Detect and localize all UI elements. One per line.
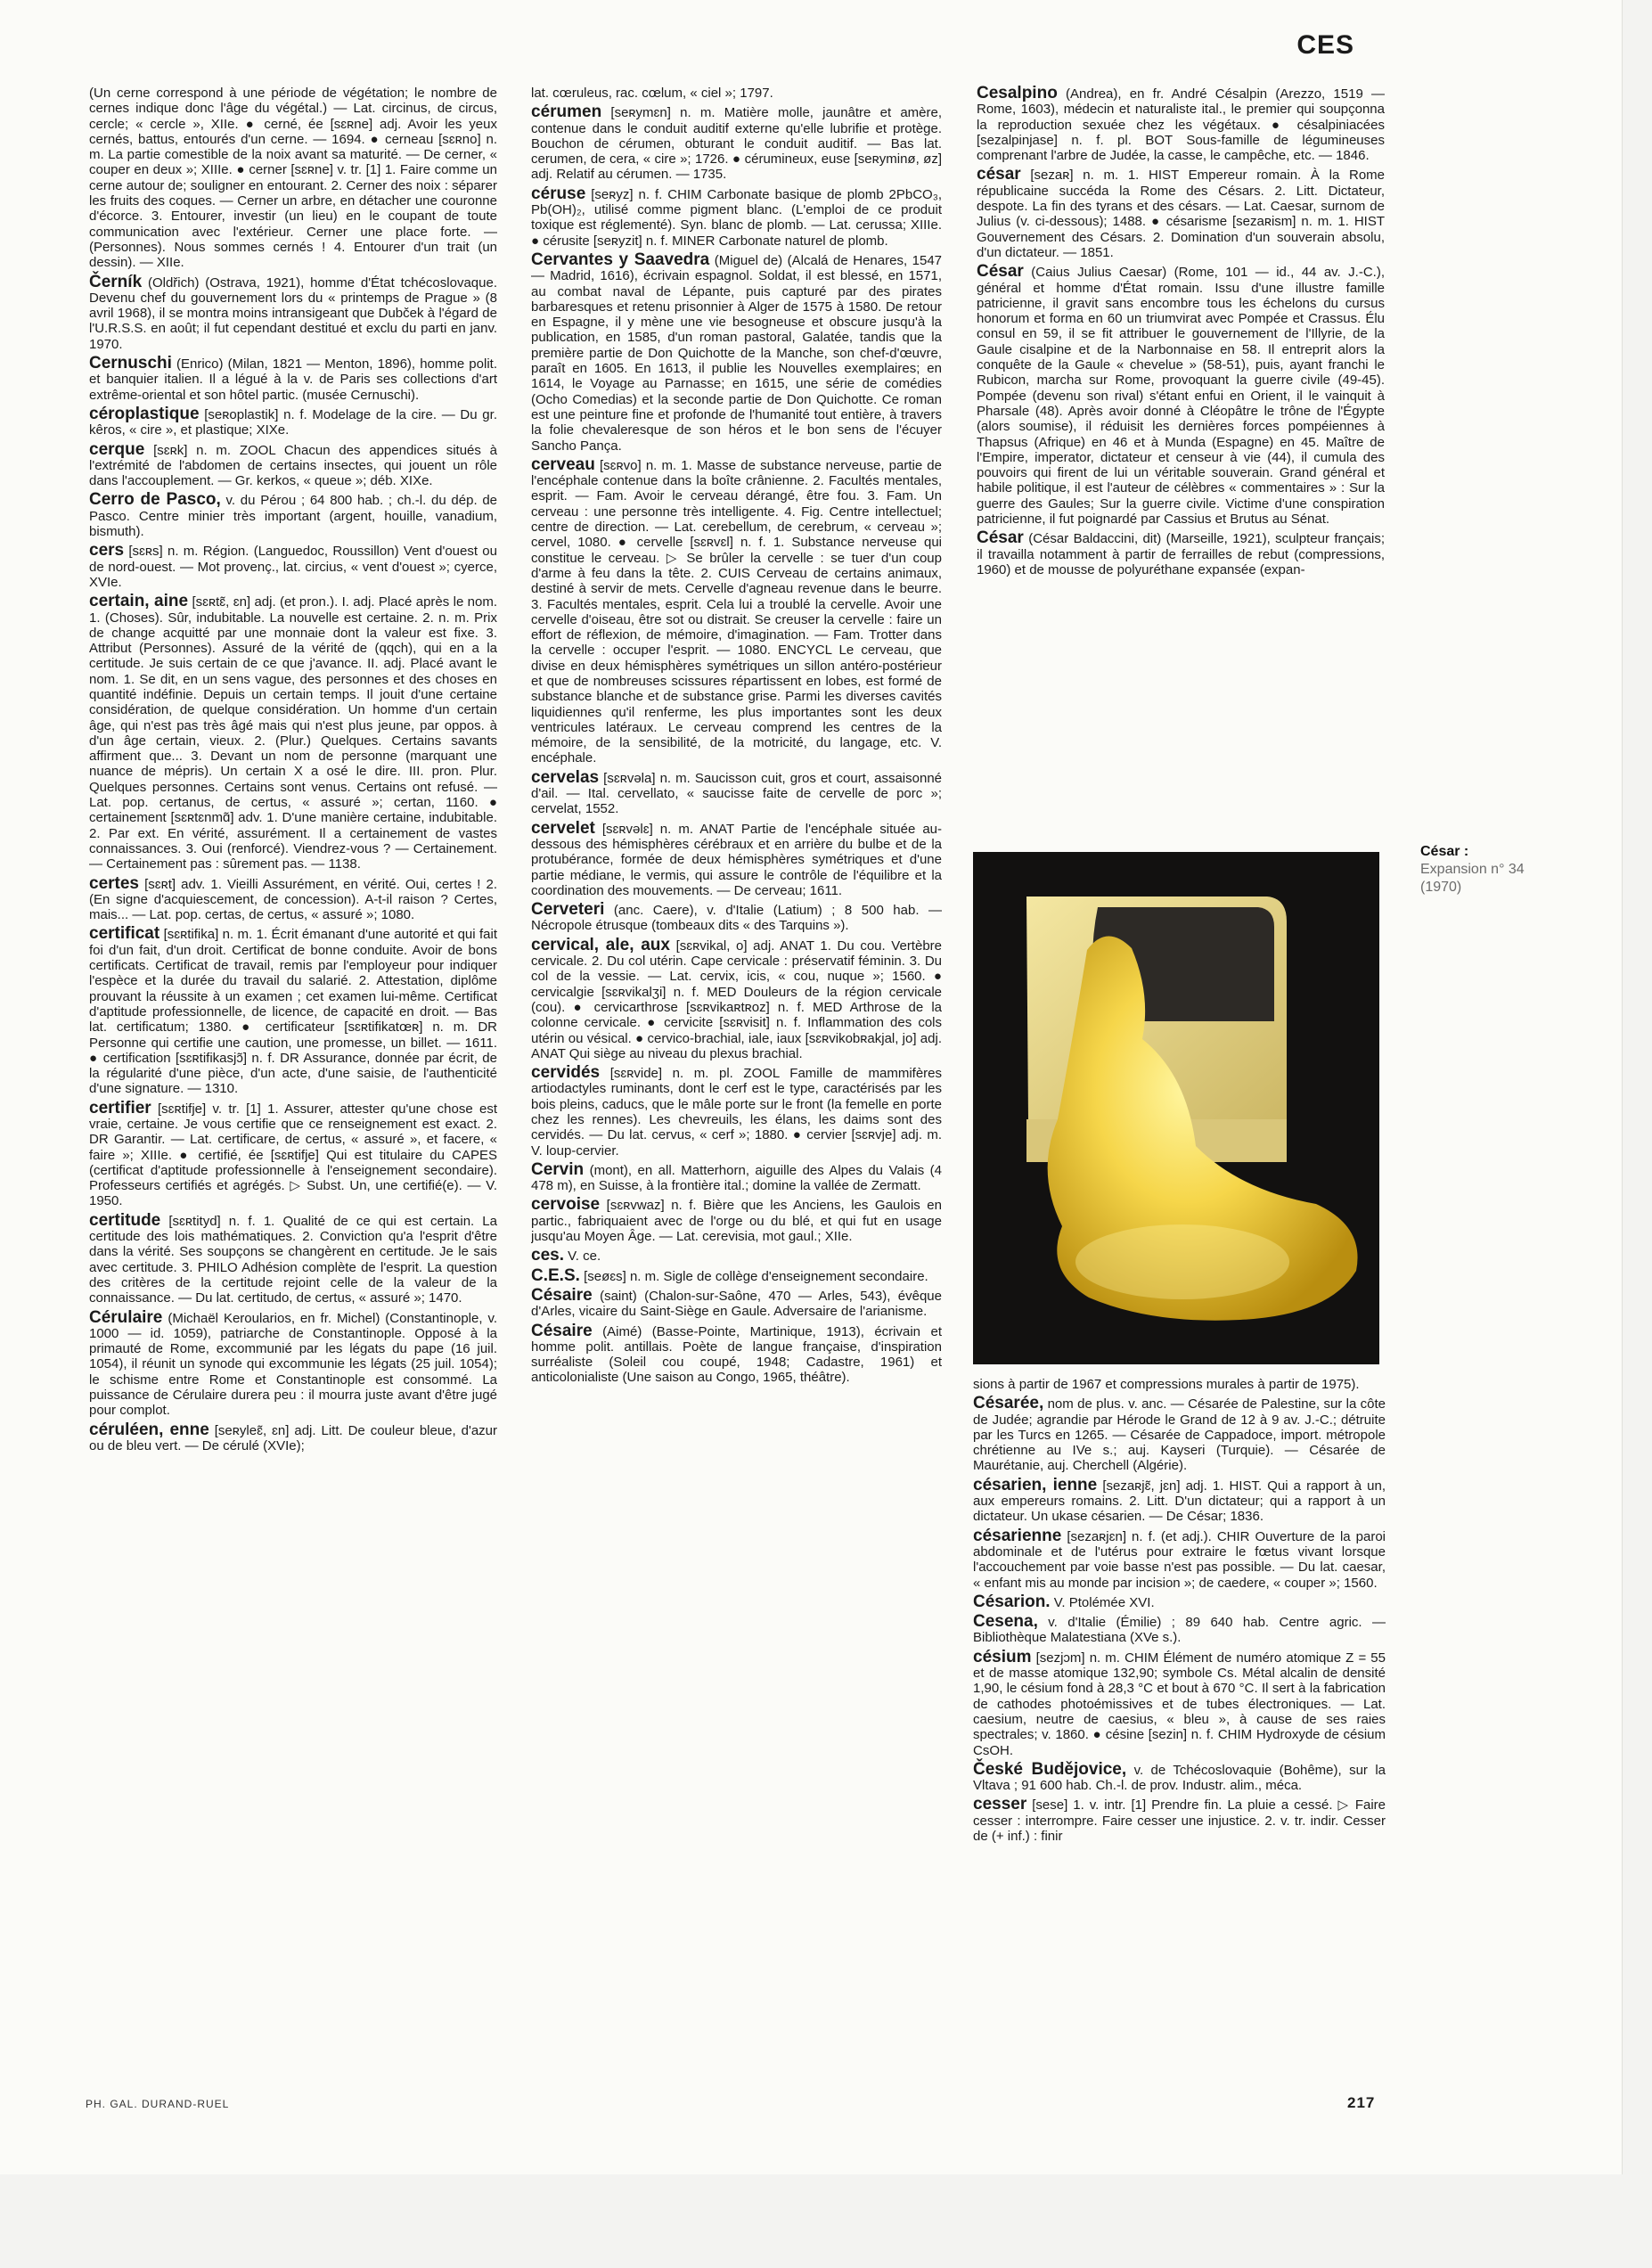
dictionary-entry <box>89 543 497 590</box>
entry-headword: Cervin <box>531 1159 585 1179</box>
entry-text: [sɛʀvəla] n. m. Saucisson cuit, gros et court, assaisonné d'ail. — Ital. cervellato, « saucisse faite de cervelle de porc »; cervelat, 1552. <box>531 770 942 817</box>
dictionary-entry <box>531 1248 942 1264</box>
entry-text: V. Ptolémée XVI. <box>1053 1594 1155 1610</box>
dictionary-entry <box>531 186 942 249</box>
dictionary-entry <box>531 1285 942 1320</box>
entry-headword: certitude <box>89 1210 161 1230</box>
dictionary-entry <box>89 274 497 352</box>
entry-headword: césarien, ienne <box>973 1475 1098 1494</box>
entry-text: (saint) (Chalon-sur-Saône, 470 — Arles, 543), évêque d'Arles, vicaire du Saint-Siège en Gaule. Adversaire de l'arianisme. <box>531 1288 942 1320</box>
dictionary-entry <box>531 818 942 898</box>
dictionary-entry <box>531 902 942 934</box>
entry-text: (Andrea), en fr. André Césalpin (Arezzo, 1519 — Rome, 1603), médecin et naturaliste ital., le premier qui soupçonna la reproduction sexuée chez les végétaux. ● césalpiniacées [sezalpinjase] n. f. pl. BOT Sous-famille de légumineuses comprenant l'arbre de Judée, la casse, le campêche, etc. — 1846. <box>977 86 1385 164</box>
entry-headword: Černík <box>89 272 143 291</box>
dictionary-entry <box>973 1594 1386 1610</box>
entry-text: V. ce. <box>568 1249 601 1265</box>
dictionary-entry <box>531 104 942 182</box>
dictionary-entry <box>89 1422 497 1454</box>
entry-headword: certifier <box>89 1098 151 1118</box>
caption-work: Expansion n° 34 <box>1420 862 1525 877</box>
dictionary-entry <box>89 1210 497 1306</box>
entry-headword: cers <box>89 541 125 561</box>
dictionary-entry <box>531 86 942 101</box>
dictionary-entry <box>973 1377 1386 1392</box>
entry-headword: cerque <box>89 439 145 459</box>
entry-headword: certain, aine <box>89 592 189 611</box>
dictionary-entry <box>973 1759 1386 1794</box>
page-number: 217 <box>1347 2094 1376 2111</box>
entry-headword: České Budějovice, <box>973 1759 1127 1779</box>
dictionary-entry <box>973 1797 1386 1844</box>
entry-text: v. de Tchécoslovaquie (Bohême), sur la Vltava ; 91 600 hab. Ch.-l. de prov. Industr. alim., méca. <box>973 1762 1386 1794</box>
dictionary-entry <box>89 926 497 1096</box>
caption-year: (1970) <box>1420 880 1462 895</box>
column-1 <box>89 86 497 2082</box>
sculpture-photo <box>973 852 1379 1364</box>
entry-headword: cesser <box>973 1795 1027 1814</box>
cesar-expansion-image <box>973 852 1379 1364</box>
dictionary-entry <box>973 1475 1386 1525</box>
column-3-top <box>977 86 1385 847</box>
dictionary-entry <box>977 264 1385 527</box>
entry-text: [sɛʀtityd] n. f. 1. Qualité de ce qui est certain. La certitude des lois mathématiques. 2. Conviction qu'a l'esprit d'être dans la vérité. Ses soupçons se changèrent en certitude. Je le sais avec certitude. 3. PHILO Adhésion complète de l'esprit. La question des critères de la certitude rejoint celle de la valeur de la connaissance. — Du lat. certitudo, de certus, « assuré »; 1470. <box>89 1213 497 1306</box>
entry-text: [sɛʀk] n. m. ZOOL Chacun des appendices situés à l'extrémité de l'abdomen de certains insectes, qui jouent un rôle dans l'accouplement. — Gr. kerkos, « queue »; déb. XIXe. <box>89 442 497 489</box>
entry-headword: céruléen, enne <box>89 1420 209 1439</box>
dictionary-entry <box>531 1323 942 1386</box>
dictionary-entry <box>531 767 942 817</box>
dictionary-entry <box>531 252 942 454</box>
dictionary-entry <box>973 1647 1386 1758</box>
dictionary-entry <box>973 1396 1386 1473</box>
running-head: CES <box>1296 30 1354 60</box>
entry-headword: cérumen <box>531 102 602 122</box>
entry-headword: céroplastique <box>89 404 200 423</box>
caption-title: César : <box>1420 844 1469 859</box>
dictionary-entry <box>89 439 497 489</box>
entry-text: [seʀyleɛ̃, ɛn] adj. Litt. De couleur bleue, d'azur ou de bleu vert. — De cérulé (XVIe); <box>89 1422 497 1453</box>
dictionary-entry <box>89 406 497 438</box>
entry-text: [seøɛs] n. m. Sigle de collège d'enseignement secondaire. <box>584 1268 928 1284</box>
dictionary-entry <box>531 937 942 1061</box>
entry-text: (mont), en all. Matterhorn, aiguille des Alpes du Valais (4 478 m), en Suisse, à la frontière ital.; domine la vallée de Zermatt. <box>531 1162 942 1194</box>
entry-text: [sezaʀ] n. m. 1. HIST Empereur romain. À la Rome républicaine succéda la Rome des Césars. 2. Litt. Dictateur, despote. La fin des tyrans et des césars. — Lat. Caesar, surnom de Julius (v. ci-dessous); 1488. ● césarisme [sezaʀism] n. m. 1. HIST Gouvernement des Césars. 2. Domination d'un souverain absolu, d'un dictateur. — 1851. <box>977 168 1385 260</box>
entry-text: [seʀyz] n. f. CHIM Carbonate basique de plomb 2PbCO₃, Pb(OH)₂, utilisé comme pigment blanc. (L'emploi de ce produit toxique est réglementé). Syn. blanc de plomb. — Lat. cerussa; XIIIe. ● cérusite [seʀyzit] n. f. MINER Carbonate naturel de plomb. <box>531 186 942 249</box>
column-2 <box>531 86 942 2082</box>
entry-text: [sɛʀvo] n. m. 1. Masse de substance nerveuse, partie de l'encéphale contenue dans la boîte crânienne. 2. Facultés mentales, esprit. — Fam. Avoir le cerveau dérangé, être fou. 3. Fam. Un cerveau : une personne très intelligente. 4. Fig. Centre intellectuel; centre de direction. — Lat. cerebellum, de cerebrum, « cerveau »; cervel, 1080. ● cervelle [sɛʀvɛl] n. f. 1. Substance nerveuse qui constitue le cerveau. ▷ Se brûler la cervelle : se tuer d'un coup d'arme à feu dans la tête. 2. CUIS Cerveau de certains animaux, destiné à servir de mets. Cervelle d'agneau revenue dans le beurre. 3. Facultés mentales, esprit. Cela lui a troublé la cervelle. Avoir une cervelle d'oiseau, être sot ou distrait. Se creuser la cervelle : faire un effort de réflexion, de mémoire, d'imagination. — Fam. Trotter dans la cervelle : occuper l'esprit. — 1080. ENCYCL Le cerveau, que divise en deux hémisphères symétriques un sillon antéro-postérieur et que de nombreuses scissures répartissent en lobes, est formé de substance blanche et de substance grise. Parmi les diverses cavités liquidiennes qu'il renferme, les plus importantes sont les deux ventricules latéraux. Le cerveau comprend les centres de la mémoire, de la sensibilité, de la motricité, du langage, etc. V. encéphale. <box>531 457 942 766</box>
entry-headword: Cervantes y Saavedra <box>531 250 710 269</box>
entry-text: [sɛʀvəlɛ] n. m. ANAT Partie de l'encéphale située au-dessous des hémisphères cérébraux et en arrière du bulbe et de la protubérance, formée de deux hémisphères symétriques et d'une partie médiane, le vermis, qui assure le contrôle de l'équilibre et la coordination des mouvements. — De cerveau; 1611. <box>531 821 942 898</box>
entry-headword: Cesalpino <box>977 86 1058 102</box>
entry-headword: César <box>977 528 1024 548</box>
figure-caption <box>1420 843 1545 897</box>
entry-text: sions à partir de 1967 et compressions murales à partir de 1975). <box>973 1377 1360 1392</box>
dictionary-entry <box>89 356 497 403</box>
entry-text: [sɛʀtifje] v. tr. [1] 1. Assurer, attester qu'une chose est vraie, certaine. Je vous certifie que ce renseignement est exact. 2. DR Garantir. — Lat. certificare, de certus, « assuré », et facere, « faire »; XIIIe. ● certifié, ée [sɛʀtifje] Qui est titulaire du CAPES (certificat d'aptitude professionnelle à l'enseignement secondaire). Professeurs certifiés et agrégés. ▷ Subst. Un, une certifié(e). — V. 1950. <box>89 1101 497 1209</box>
entry-headword: césar <box>977 165 1021 184</box>
entry-text: (Aimé) (Basse-Pointe, Martinique, 1913), écrivain et homme polit. antillais. Poète de langue française, d'inspiration surréaliste (Soleil cou coupé, 1948; Cadastre, 1961) et anticolonialiste (Une saison au Congo, 1965, théâtre). <box>531 1323 942 1386</box>
entry-text: nom de plus. v. anc. — Césarée de Palestine, sur la côte de Judée; agrandie par Hérode le Grand de 12 à 9 av. J.-C.; détruite par les Turcs en 1265. — Césarée de Cappadoce, import. métropole chrétienne au IVe s.; auj. Kayseri (Turquie). — Césarée de Maurétanie, auj. Cherchell (Algérie). <box>973 1396 1386 1474</box>
dictionary-entry <box>531 454 942 766</box>
entry-text: [sɛʀt] adv. 1. Vieilli Assurément, en vérité. Oui, certes ! 2. (En signe d'acquiescement, de concession). A-t-il raison ? Certes, mais... — Lat. pop. certas, de certus, « assuré »; 1080. <box>89 876 497 923</box>
entry-headword: cervidés <box>531 1063 601 1083</box>
entry-headword: cervelet <box>531 818 595 838</box>
entry-headword: Cesena, <box>973 1612 1038 1632</box>
entry-headword: Césarée, <box>973 1394 1044 1413</box>
dictionary-entry <box>89 873 497 923</box>
dictionary-entry <box>89 1098 497 1209</box>
entry-text: (Un cerne correspond à une période de végétation; le nombre de cernes indique donc l'âge du végétal.) — Lat. circinus, de circus, cercle; « cercle », XIIe. ● cerné, ée [sɛʀne] adj. Avoir les yeux cernés, battus, entourés d'un cerne. — 1694. ● cerneau [sɛʀno] n. m. La partie comestible de la noix avant sa maturité. — De cerner, « couper en deux »; XIIIe. ● cerner [sɛʀne] v. tr. [1] 1. Faire comme un cerne autour de; souligner en entourant. 2. Cerner des noix : séparer les fruits des coques. — Cerner un arbre, en détacher une couronne d'écorce. 3. Entourer, investir (un lieu) en le coupant de toute communication avec l'extérieur. Cerner une place forte. — (Personnes). Nous sommes cernés ! 4. Entourer d'un trait (un dessin). — XIIe. <box>89 86 497 271</box>
entry-text: (Oldřich) (Ostrava, 1921), homme d'État tchécoslovaque. Devenu chef du gouvernement lors du « printemps de Prague » (8 avril 1968), il se montra moins intransigeant que Dubček à l'égard de l'U.R.S.S. en août; il fut cependant destitué et exclu du parti en janv. 1970. <box>89 274 497 352</box>
entry-headword: certes <box>89 873 139 893</box>
entry-text: (César Baldaccini, dit) (Marseille, 1921), sculpteur français; il travailla notamment à partir de ferrailles de rebut (compressions, 1960) et de mousse de polyuréthane expansée (expan- <box>977 531 1385 577</box>
entry-text: (Michaël Keroularios, en fr. Michel) (Constantinople, v. 1000 — id. 1059), patriarche de Constantinople. Opposé à la primauté de Rome, excommunié par les légats du pape (16 juil. 1054), il réunit un synode qui excommunie les légats (25 juil. 1054); le schisme entre Rome et Constantinople est consommé. La puissance de Cérulaire durera peu : il mourra juste avant d'être jugé pour complot. <box>89 1310 497 1419</box>
entry-headword: cervoise <box>531 1195 601 1215</box>
dictionary-entry <box>89 86 497 271</box>
entry-headword: Cérulaire <box>89 1307 163 1327</box>
entry-text: [seʀoplastik] n. f. Modelage de la cire. — Du gr. kêros, « cire », et plastique; XIXe. <box>89 406 497 438</box>
entry-text: [sɛʀvwaz] n. f. Bière que les Anciens, les Gaulois en partic., fabriquaient avec de l'orge ou du blé, et qui fut en usage jusqu'au Moyen Âge. — Lat. cerevisia, mot gaul.; XIIe. <box>531 1198 942 1245</box>
dictionary-entry <box>531 1197 942 1244</box>
entry-headword: Cernuschi <box>89 354 172 373</box>
entry-text: [sɛʀtɛ̃, ɛn] adj. (et pron.). I. adj. Placé après le nom. 1. (Choses). Sûr, indubitable. La nouvelle est certaine. 2. n. m. Prix de change acquitté par une monnaie dont la valeur est fixe. 3. Attribut (Personnes). Assuré de la vérité de (qqch), qui en a la certitude. Je suis certain de ce que j'avance. II. adj. Placé avant le nom. 1. Se dit, en un sens vague, des personnes et des choses en quantité indéfinie. Depuis un certain temps. Il jouit d'une certaine considération, de quelque considération. Un homme d'un certain âge, qui n'est pas très âgé mais qui n'est plus jeune, par oppos. à d'un âge certain, vieux. 2. (Plur.) Quelques. Certains savants affirment que... 3. Devant un nom de personne (marquant une nuance de mépris). Un certain X a osé le dire. III. pron. Plur. Quelques personnes. Certains sont venus. Certains ont refusé. — Lat. pop. certanus, de certus, « assuré »; certan, 1160. ● certainement [sɛʀtɛnmɑ̃] adv. 1. D'une manière certaine, indubitable. 2. Par ext. En vérité, assurément. Il a certainement de vastes connaissances. 3. Oui (renforcé). Viendrez-vous ? — Certainement. — Certainement pas : sûrement pas. — 1138. <box>89 594 497 872</box>
entry-headword: cerveau <box>531 454 595 474</box>
dictionary-entry <box>531 1159 942 1194</box>
dictionary-entry <box>973 1528 1386 1591</box>
entry-headword: Césaire <box>531 1285 593 1305</box>
entry-text: [sɛʀs] n. m. Région. (Languedoc, Roussillon) Vent d'ouest ou de nord-ouest. — Mot provenç., lat. circius, « vent d'ouest »; cyerce, XVIe. <box>89 544 497 590</box>
entry-text: [sese] 1. v. intr. [1] Prendre fin. La pluie a cessé. ▷ Faire cesser : interrompre. Faire cesser une injustice. 2. v. tr. indir. Cesser de (+ inf.) : finir <box>973 1797 1386 1845</box>
entry-headword: cervical, ale, aux <box>531 935 670 954</box>
entry-headword: Cerro de Pasco, <box>89 490 221 510</box>
dictionary-entry <box>973 1614 1386 1646</box>
entry-headword: Césaire <box>531 1321 593 1340</box>
dictionary-entry <box>531 1065 942 1159</box>
entry-headword: céruse <box>531 184 586 203</box>
dictionary-entry <box>531 1265 942 1285</box>
entry-headword: César <box>977 262 1024 282</box>
entry-headword: Cerveteri <box>531 900 605 920</box>
entry-text: lat. cœruleus, rac. cœlum, « ciel »; 1797. <box>531 86 773 101</box>
entry-headword: césium <box>973 1647 1032 1666</box>
entry-headword: cervelas <box>531 767 600 787</box>
entry-headword: ces. <box>531 1246 564 1265</box>
entry-text: [sezjɔm] n. m. CHIM Élément de numéro atomique Z = 55 et de masse atomique 132,90; symbole Cs. Métal alcalin de densité 1,90, le césium fond à 28,3 °C et bout à 670 °C. Il sert à la fabrication de cathodes photoémissives et de tubes électroniques. — Lat. caesium, neutre de caesius, « bleu », à cause de ses raies spectrales; v. 1860. ● césine [sezin] n. f. CHIM Hydroxyde de césium CsOH. <box>973 1650 1386 1758</box>
entry-text: [seʀymɛn] n. m. Matière molle, jaunâtre et amère, contenue dans le conduit auditif externe qu'elle lubrifie et protège. Bouchon de cérumen, obturant le conduit auditif. — Bas lat. cerumen, de cera, « cire »; 1726. ● cérumineux, euse [seʀyminø, øz] adj. Relatif au cérumen. — 1735. <box>531 105 942 183</box>
entry-text: [sezaʀjɛ̃, jɛn] adj. 1. HIST. Qui a rapport à un, aux empereurs romains. 2. Litt. D'un dictateur; qui a rapport à un dictateur. Un ukase césarien. — De César; 1836. <box>973 1478 1386 1525</box>
dictionary-entry <box>977 167 1385 260</box>
entry-text: [sɛʀvide] n. m. pl. ZOOL Famille de mammifères artiodactyles ruminants, dont le cerf est le type, caractérisés par les bois pleins, caducs, que le mâle porte sur le front (la femelle en porte chez les rennes). Les chevreuils, les élans, les daims sont des cervidés. — Du lat. cervus, « cerf »; 1880. ● cervier [sɛʀvje] adj. m. V. loup-cervier. <box>531 1066 942 1159</box>
entry-text: (Enrico) (Milan, 1821 — Menton, 1896), homme polit. et banquier italien. Il a légué à la v. de Paris ses collections d'art extrême-oriental et son hôtel partic. (musée Cernuschi). <box>89 356 497 403</box>
column-3-bottom <box>973 1377 1386 2090</box>
entry-text: [sezaʀjɛn] n. f. (et adj.). CHIR Ouverture de la paroi abdominale et de l'utérus pour extraire le fœtus vivant lorsque l'accouchement par voie basse n'est pas possible. — Du lat. caesar, « enfant mis au monde par incision »; de caedere, « couper »; 1560. <box>973 1528 1386 1591</box>
entry-text: (Caius Julius Caesar) (Rome, 101 — id., 44 av. J.-C.), général et homme d'État romain. Issu d'une illustre famille patricienne, il gravit sans encombre tous les échelons du cursus honorum et forma en 60 un triumvirat avec Pompée et Crassus. Élu consul en 59, il se fit attribuer le gouvernement de l'Illyrie, de la Gaule cisalpine et de la Narbonnaise en 58. Il entreprit alors la conquête de la Gaule « chevelue » (58-51), puis, ayant franchi le Rubicon, marcha sur Rome, provoquant la guerre civile (49-45). Pompée (devenu son rival) s'étant enfui en Orient, il le vainquit à Pharsale (48). Après avoir donné à Cléopâtre le trône de l'Égypte (alors soumise), il réduisit les dernières forces pompéiennes à Thapsus (Afrique) en 46 et à Munda (Espagne) en 45. Maître de l'Empire, imperator, dictateur et censeur à vie (44), il cumula des pouvoirs qui firent de lui un véritable souverain. Grand général et habile politique, il est l'auteur de célèbres « commentaires » : Sur la guerre des Gaules; Sur la guerre civile. Victime d'une conspiration patricienne, il fut poignardé par Cassius et Brutus au Sénat. <box>977 265 1385 528</box>
entry-headword: certificat <box>89 924 160 944</box>
entry-headword: C.E.S. <box>531 1265 580 1285</box>
entry-text: (Miguel de) (Alcalá de Henares, 1547 — Madrid, 1616), écrivain espagnol. Soldat, il est blessé, en 1571, au combat naval de Lépante, puis capturé par des pirates barbaresques et retenu prisonnier à Alger de 1575 à 1580. De retour en Espagne, il y mène une vie besogneuse et obscure jusqu'à la publication, en 1585, d'un roman pastoral, Galatée, tandis que la première partie de Don Quichotte de la Manche, son chef-d'œuvre, paraît en 1605. En 1613, il publie les Nouvelles exemplaires; en 1614, le Voyage au Parnasse; en 1615, une série de comédies (Ocho Comedias) et la seconde partie de Don Quichotte. Ce roman est une peinture fine et profonde de l'humanité tout entière, à travers la folie chevaleresque de son héros et le bon sens de l'écuyer Sancho Pança. <box>531 252 942 454</box>
dictionary-entry <box>89 1307 497 1419</box>
entry-headword: césarienne <box>973 1526 1062 1545</box>
dictionary-entry <box>89 492 497 539</box>
entry-text: (anc. Caere), v. d'Italie (Latium) ; 8 500 hab. — Nécropole étrusque (tombeaux dits « des Tarquins »). <box>531 903 942 934</box>
entry-headword: Césarion. <box>973 1592 1051 1611</box>
entry-text: v. d'Italie (Émilie) ; 89 640 hab. Centre agric. — Bibliothèque Malatestiana (XVe s.). <box>973 1615 1386 1646</box>
entry-text: v. du Pérou ; 64 800 hab. ; ch.-l. du dép. de Pasco. Centre minier très important (argent, houille, vanadium, bismuth). <box>89 493 497 540</box>
photo-credit: PH. GAL. DURAND-RUEL <box>86 2098 230 2110</box>
dictionary-entry <box>89 594 497 872</box>
dictionary-entry <box>977 530 1385 577</box>
entry-text: [sɛʀvikal, o] adj. ANAT 1. Du cou. Vertèbre cervicale. 2. Du col utérin. Cape cervicale : préservatif féminin. 3. Du col de la vessie. — Lat. cervix, icis, « cou, nuque »; 1560. ● cervicalgie [sɛʀvikalʒi] n. f. MED Douleurs de la région cervicale (cou). ● cervicarthrose [sɛʀvikaʀtʀoz] n. f. MED Arthrose de la colonne cervicale. ● cervicite [sɛʀvisit] n. f. Inflammation des cols utérin ou vésical. ● cervico-brachial, iale, iaux [sɛʀvikobʀakjal, jo] adj. ANAT Qui siège au niveau du plexus brachial. <box>531 937 942 1061</box>
entry-text: [sɛʀtifika] n. m. 1. Écrit émanant d'une autorité et qui fait foi d'un fait, d'un droit. Certificat de bonne conduite. Avoir de bons certificats. Certificat de travail, remis par l'employeur pour indiquer l'espèce et la durée du travail du salarié. 2. Attestation, diplôme prouvant la réussite à un examen ; cet examen lui-même. Certificat d'aptitude professionnelle, de licence, de capacité en droit. — Bas lat. certificatum; 1380. ● certificateur [sɛʀtifikatœʀ] n. m. DR Personne qui certifie une caution, une promesse, un billet. — 1611. ● certification [sɛʀtifikasjɔ̃] n. f. DR Assurance, donnée par écrit, de la régularité d'une pièce, d'un acte, d'une saisie, de l'authenticité d'une signature. — 1310. <box>89 927 497 1097</box>
dictionary-entry <box>977 86 1385 163</box>
